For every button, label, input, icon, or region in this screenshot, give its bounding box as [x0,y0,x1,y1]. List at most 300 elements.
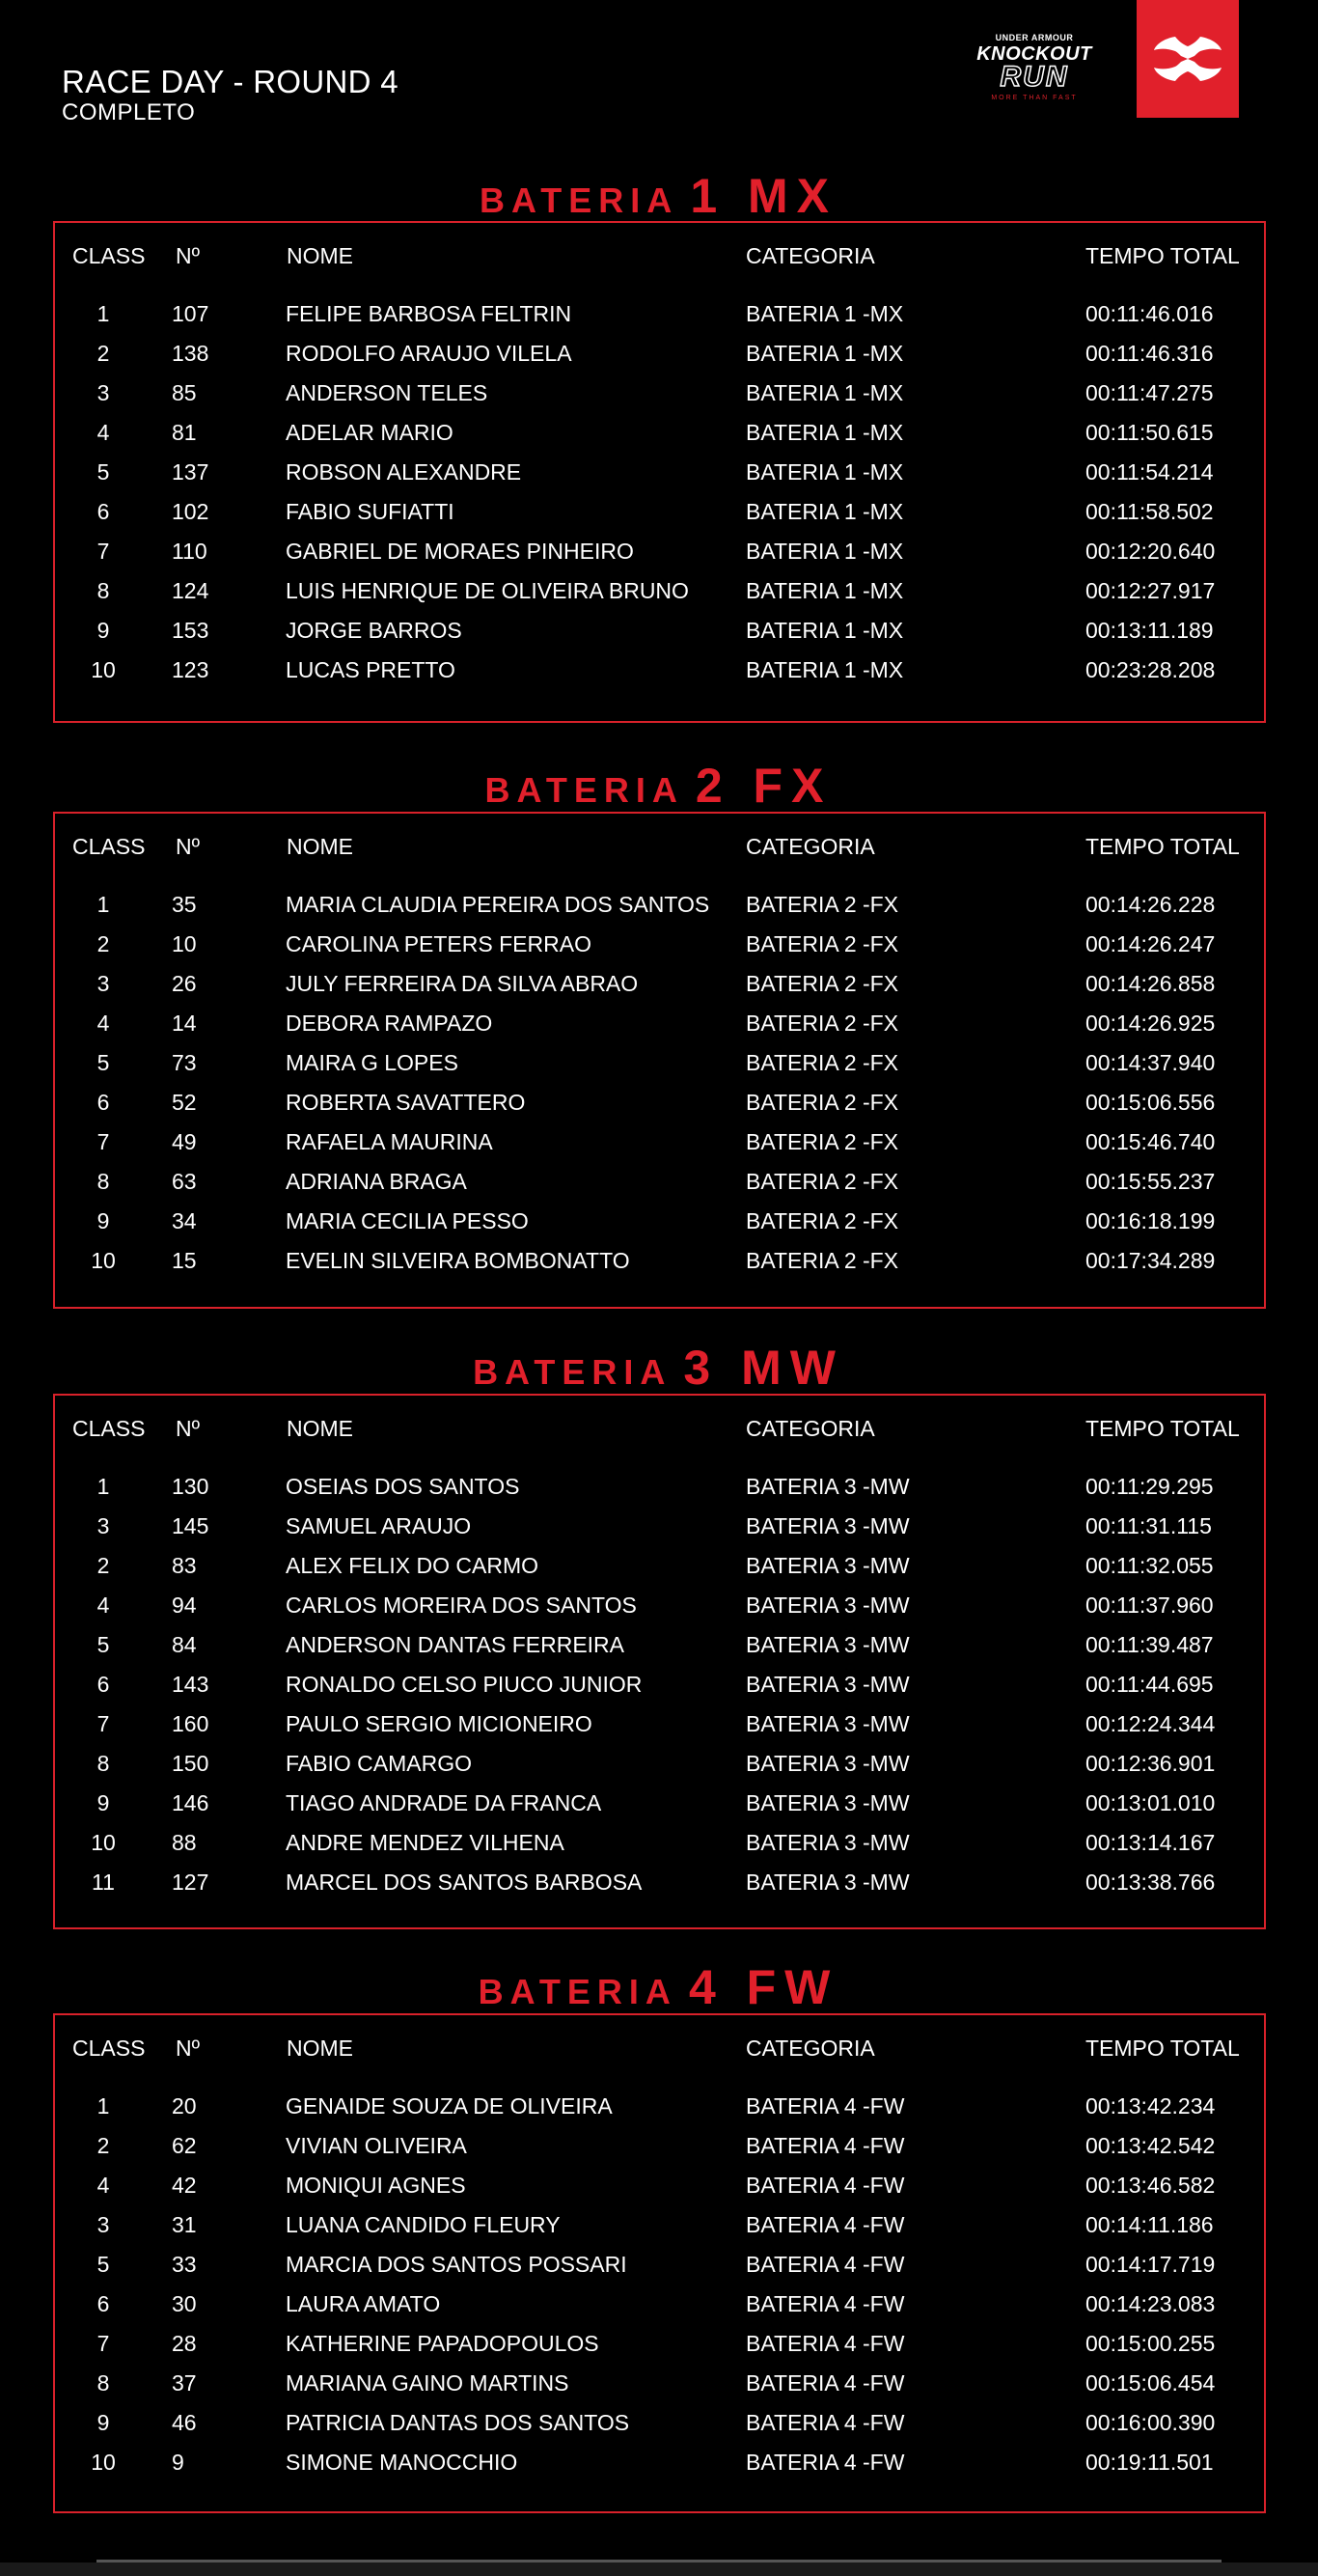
col-category-header: CATEGORIA [746,2036,875,2061]
run-word: RUN [1000,61,1069,93]
section-bateria-4 [53,1959,1264,2515]
table-row [55,453,1264,491]
cell-num: 30 [172,2291,197,2316]
cell-num: 85 [172,380,197,405]
cell-class: 9 [96,1790,110,1815]
cell-num: 138 [172,341,209,366]
table-row [55,2443,1264,2481]
cell-class: 7 [96,1711,110,1736]
table-row [55,1162,1264,1201]
cell-name: MARIA CLAUDIA PEREIRA DOS SANTOS [286,892,710,917]
table-row [55,1784,1264,1822]
cell-category: BATERIA 2 -FX [746,1011,899,1036]
table-row [55,1863,1264,1901]
cell-time: 00:14:26.247 [1085,931,1216,956]
cell-name: LUANA CANDIDO FLEURY [286,2212,561,2237]
cell-category: BATERIA 4 -FW [746,2410,905,2435]
cell-time: 00:14:26.858 [1085,971,1216,996]
table-header [55,236,1264,275]
cell-class: 5 [96,1632,110,1657]
cell-name: ADELAR MARIO [286,420,453,445]
cell-name: CAROLINA PETERS FERRAO [286,931,591,956]
table-row [55,1043,1264,1082]
section-title-code: 4 FW [688,1960,839,2014]
cell-num: 10 [172,931,197,956]
cell-num: 34 [172,1208,197,1233]
cell-name: MARIANA GAINO MARTINS [286,2370,569,2396]
cell-category: BATERIA 3 -MW [746,1751,910,1776]
cell-name: MARCIA DOS SANTOS POSSARI [286,2252,627,2277]
cell-category: BATERIA 2 -FX [746,1248,899,1273]
table-row [55,1546,1264,1585]
cell-name: RAFAELA MAURINA [286,1129,493,1154]
cell-class: 7 [96,1129,110,1154]
cell-name: RODOLFO ARAUJO VILELA [286,341,572,366]
table-row [55,334,1264,373]
col-name-header: NOME [287,1416,353,1441]
cell-name: TIAGO ANDRADE DA FRANCA [286,1790,602,1815]
cell-class: 8 [96,578,110,603]
cell-category: BATERIA 4 -FW [746,2093,905,2119]
page-bottom-edge [0,2562,1318,2576]
cell-time: 00:12:24.344 [1085,1711,1216,1736]
cell-name: MARIA CECILIA PESSO [286,1208,529,1233]
table-row [55,413,1264,452]
cell-num: 110 [172,539,207,564]
cell-class: 10 [91,1248,116,1273]
col-category-header: CATEGORIA [746,243,875,268]
cell-class: 4 [96,1011,110,1036]
cell-category: BATERIA 3 -MW [746,1870,910,1895]
cell-time: 00:13:01.010 [1085,1790,1216,1815]
cell-category: BATERIA 2 -FX [746,1050,899,1075]
cell-num: 14 [172,1011,197,1036]
table-row [55,885,1264,924]
cell-class: 11 [92,1870,115,1895]
section-bateria-1 [53,168,1264,724]
cell-num: 146 [172,1790,209,1815]
cell-time: 00:23:28.208 [1085,657,1216,682]
cell-time: 00:19:11.501 [1085,2450,1214,2475]
table-row [55,294,1264,333]
results-table [53,2013,1266,2513]
col-num-header: Nº [176,2036,201,2061]
cell-num: 150 [172,1751,209,1776]
cell-time: 00:11:50.615 [1085,420,1214,445]
cell-category: BATERIA 3 -MW [746,1830,910,1855]
cell-class: 3 [96,1513,110,1538]
cell-class: 4 [96,420,110,445]
cell-time: 00:13:42.234 [1085,2093,1216,2119]
cell-time: 00:14:26.925 [1085,1011,1216,1036]
cell-class: 3 [96,2212,110,2237]
cell-category: BATERIA 3 -MW [746,1632,910,1657]
cell-category: BATERIA 1 -MX [746,420,904,445]
cell-name: LUIS HENRIQUE DE OLIVEIRA BRUNO [286,578,689,603]
cell-name: MARCEL DOS SANTOS BARBOSA [286,1870,643,1895]
cell-name: ROBERTA SAVATTERO [286,1090,526,1115]
section-title-code: 2 FX [695,759,833,813]
section-title [53,168,1264,224]
section-title [53,758,1264,814]
results-table [53,1394,1266,1929]
cell-time: 00:11:39.487 [1085,1632,1214,1657]
section-title-word: BATERIA [479,180,679,220]
table-row [55,2403,1264,2442]
cell-name: OSEIAS DOS SANTOS [286,1474,520,1499]
cell-time: 00:11:44.695 [1085,1672,1214,1697]
cell-num: 28 [172,2331,197,2356]
cell-category: BATERIA 2 -FX [746,1208,899,1233]
bottom-strip [96,2560,1222,2562]
cell-name: ANDERSON TELES [286,380,488,405]
cell-class: 9 [96,618,110,643]
cell-category: BATERIA 1 -MX [746,578,904,603]
cell-time: 00:13:11.189 [1085,618,1214,643]
page-subtitle: COMPLETO [62,99,196,125]
cell-category: BATERIA 4 -FW [746,2173,905,2198]
table-row [55,611,1264,650]
cell-num: 130 [172,1474,209,1499]
results-table [53,812,1266,1309]
cell-num: 46 [172,2410,197,2435]
cell-time: 00:13:14.167 [1085,1830,1216,1855]
table-row [55,1744,1264,1783]
cell-num: 84 [172,1632,197,1657]
cell-num: 83 [172,1553,197,1578]
col-num-header: Nº [176,834,201,859]
cell-class: 9 [96,1208,110,1233]
cell-name: PAULO SERGIO MICIONEIRO [286,1711,592,1736]
cell-num: 52 [172,1090,197,1115]
cell-class: 10 [91,2450,116,2475]
cell-name: FELIPE BARBOSA FELTRIN [286,301,572,326]
table-row [55,2126,1264,2165]
table-row [55,651,1264,689]
table-header [55,1409,1264,1448]
cell-category: BATERIA 2 -FX [746,931,899,956]
cell-time: 00:11:31.115 [1085,1513,1212,1538]
cell-category: BATERIA 3 -MW [746,1711,910,1736]
cell-time: 00:11:32.055 [1085,1553,1214,1578]
cell-time: 00:14:23.083 [1085,2291,1216,2316]
cell-name: MONIQUI AGNES [286,2173,466,2198]
cell-num: 81 [172,420,197,445]
cell-name: SAMUEL ARAUJO [286,1513,472,1538]
cell-class: 10 [91,657,116,682]
cell-time: 00:14:37.940 [1085,1050,1216,1075]
cell-category: BATERIA 1 -MX [746,657,904,682]
col-num-header: Nº [176,1416,201,1441]
cell-time: 00:13:46.582 [1085,2173,1216,2198]
section-title-code: 3 MW [683,1341,844,1395]
cell-name: DEBORA RAMPAZO [286,1011,493,1036]
cell-class: 2 [96,341,110,366]
table-row [55,532,1264,570]
cell-class: 8 [96,2370,110,2396]
cell-num: 62 [172,2133,197,2158]
cell-name: ALEX FELIX DO CARMO [286,1553,539,1578]
cell-class: 3 [96,971,110,996]
cell-num: 20 [172,2093,197,2119]
cell-num: 160 [172,1711,209,1736]
cell-num: 107 [172,301,209,326]
cell-num: 153 [172,618,209,643]
section-title [53,1340,1264,1396]
cell-time: 00:12:27.917 [1085,578,1216,603]
cell-category: BATERIA 4 -FW [746,2291,905,2316]
cell-num: 124 [172,578,209,603]
col-num-header: Nº [176,243,201,268]
cell-class: 4 [96,2173,110,2198]
table-row [55,1202,1264,1240]
cell-class: 6 [96,499,110,524]
cell-time: 00:12:36.901 [1085,1751,1216,1776]
cell-category: BATERIA 4 -FW [746,2370,905,2396]
cell-num: 88 [172,1830,197,1855]
cell-time: 00:11:46.316 [1085,341,1214,366]
under-armour-icon [1154,37,1222,81]
cell-time: 00:15:46.740 [1085,1129,1216,1154]
cell-time: 00:15:55.237 [1085,1169,1216,1194]
cell-category: BATERIA 3 -MW [746,1474,910,1499]
results-table [53,221,1266,723]
col-time-header: TEMPO TOTAL [1085,2036,1240,2061]
cell-num: 26 [172,971,197,996]
section-title-code: 1 MX [690,169,838,223]
cell-time: 00:13:42.542 [1085,2133,1216,2158]
cell-name: LAURA AMATO [286,2291,441,2316]
knockout-brand-line: UNDER ARMOUR [995,33,1074,42]
cell-name: EVELIN SILVEIRA BOMBONATTO [286,1248,630,1273]
table-row [55,2364,1264,2402]
cell-category: BATERIA 3 -MW [746,1553,910,1578]
cell-name: JORGE BARROS [286,618,462,643]
cell-category: BATERIA 4 -FW [746,2252,905,2277]
cell-class: 3 [96,380,110,405]
section-title-word: BATERIA [473,1352,673,1392]
page-title: RACE DAY - ROUND 4 [62,64,398,99]
cell-num: 143 [172,1672,209,1697]
cell-class: 7 [96,539,110,564]
cell-num: 37 [172,2370,197,2396]
cell-category: BATERIA 1 -MX [746,499,904,524]
table-row [55,964,1264,1003]
cell-category: BATERIA 2 -FX [746,1090,899,1115]
table-row [55,925,1264,963]
cell-name: VIVIAN OLIVEIRA [286,2133,467,2158]
cell-time: 00:16:00.390 [1085,2410,1216,2435]
cell-category: BATERIA 1 -MX [746,459,904,485]
cell-category: BATERIA 3 -MW [746,1672,910,1697]
cell-time: 00:13:38.766 [1085,1870,1216,1895]
cell-class: 8 [96,1169,110,1194]
cell-name: SIMONE MANOCCHIO [286,2450,518,2475]
col-time-header: TEMPO TOTAL [1085,1416,1240,1441]
table-header [55,2029,1264,2067]
table-header [55,827,1264,866]
table-row [55,1625,1264,1664]
cell-num: 94 [172,1593,197,1618]
cell-time: 00:11:54.214 [1085,459,1214,485]
cell-class: 5 [96,1050,110,1075]
cell-num: 137 [172,459,209,485]
col-name-header: NOME [287,834,353,859]
cell-category: BATERIA 4 -FW [746,2133,905,2158]
cell-name: MAIRA G LOPES [286,1050,458,1075]
table-row [55,1823,1264,1862]
cell-class: 10 [91,1830,116,1855]
col-category-header: CATEGORIA [746,1416,875,1441]
cell-category: BATERIA 2 -FX [746,1169,899,1194]
table-row [55,1704,1264,1743]
under-armour-logo [1137,0,1239,118]
cell-category: BATERIA 1 -MX [746,539,904,564]
table-row [55,2205,1264,2244]
table-row [55,2166,1264,2204]
cell-num: 102 [172,499,209,524]
cell-category: BATERIA 2 -FX [746,1129,899,1154]
col-category-header: CATEGORIA [746,834,875,859]
cell-name: KATHERINE PAPADOPOULOS [286,2331,599,2356]
cell-category: BATERIA 3 -MW [746,1593,910,1618]
cell-class: 8 [96,1751,110,1776]
col-class-header: CLASS [72,834,146,859]
cell-class: 6 [96,1672,110,1697]
cell-time: 00:17:34.289 [1085,1248,1216,1273]
cell-name: GENAIDE SOUZA DE OLIVEIRA [286,2093,613,2119]
cell-time: 00:11:37.960 [1085,1593,1214,1618]
section-title-word: BATERIA [478,1972,677,2011]
cell-category: BATERIA 4 -FW [746,2212,905,2237]
cell-num: 15 [172,1248,197,1273]
section-title-word: BATERIA [484,770,684,810]
cell-name: PATRICIA DANTAS DOS SANTOS [286,2410,630,2435]
section-title [53,1959,1264,2015]
cell-class: 5 [96,459,110,485]
col-class-header: CLASS [72,243,146,268]
cell-class: 1 [96,1474,110,1499]
cell-num: 49 [172,1129,197,1154]
table-row [55,1083,1264,1122]
col-time-header: TEMPO TOTAL [1085,243,1240,268]
table-row [55,1004,1264,1042]
cell-category: BATERIA 4 -FW [746,2331,905,2356]
table-row [55,571,1264,610]
cell-class: 1 [96,892,110,917]
cell-category: BATERIA 3 -MW [746,1790,910,1815]
cell-time: 00:15:06.454 [1085,2370,1216,2396]
cell-num: 123 [172,657,209,682]
cell-class: 2 [96,2133,110,2158]
table-row [55,1586,1264,1624]
cell-time: 00:14:11.186 [1085,2212,1214,2237]
cell-category: BATERIA 2 -FX [746,892,899,917]
col-class-header: CLASS [72,2036,146,2061]
cell-time: 00:15:00.255 [1085,2331,1216,2356]
cell-time: 00:11:47.275 [1085,380,1214,405]
cell-name: JULY FERREIRA DA SILVA ABRAO [286,971,639,996]
cell-num: 127 [172,1870,209,1895]
cell-time: 00:15:06.556 [1085,1090,1216,1115]
cell-name: ROBSON ALEXANDRE [286,459,522,485]
cell-class: 2 [96,931,110,956]
cell-num: 31 [172,2212,197,2237]
cell-name: LUCAS PRETTO [286,657,455,682]
cell-num: 63 [172,1169,197,1194]
cell-num: 145 [172,1513,209,1538]
table-row [55,2087,1264,2125]
cell-category: BATERIA 1 -MX [746,618,904,643]
cell-category: BATERIA 2 -FX [746,971,899,996]
table-row [55,1665,1264,1703]
cell-num: 73 [172,1050,197,1075]
cell-name: ADRIANA BRAGA [286,1169,467,1194]
cell-class: 2 [96,1553,110,1578]
table-row [55,492,1264,531]
knockout-tagline: MORE THAN FAST [991,95,1078,101]
table-row [55,2245,1264,2284]
cell-time: 00:11:46.016 [1085,301,1214,326]
cell-category: BATERIA 1 -MX [746,380,904,405]
table-row [55,1241,1264,1280]
col-class-header: CLASS [72,1416,146,1441]
cell-time: 00:12:20.640 [1085,539,1216,564]
cell-class: 7 [96,2331,110,2356]
cell-name: FABIO CAMARGO [286,1751,472,1776]
cell-name: CARLOS MOREIRA DOS SANTOS [286,1593,637,1618]
cell-name: RONALDO CELSO PIUCO JUNIOR [286,1672,643,1697]
table-row [55,374,1264,412]
table-row [55,1507,1264,1545]
cell-class: 9 [96,2410,110,2435]
cell-time: 00:14:26.228 [1085,892,1216,917]
cell-num: 33 [172,2252,197,2277]
cell-category: BATERIA 3 -MW [746,1513,910,1538]
cell-name: FABIO SUFIATTI [286,499,454,524]
section-bateria-2 [53,758,1264,1314]
knockout-word: KNOCKOUT [976,43,1092,65]
table-row [55,1467,1264,1506]
table-row [55,1122,1264,1161]
cell-class: 6 [96,1090,110,1115]
cell-class: 1 [96,2093,110,2119]
cell-category: BATERIA 1 -MX [746,341,904,366]
cell-time: 00:14:17.719 [1085,2252,1216,2277]
cell-name: ANDERSON DANTAS FERREIRA [286,1632,625,1657]
col-time-header: TEMPO TOTAL [1085,834,1240,859]
cell-time: 00:11:58.502 [1085,499,1214,524]
col-name-header: NOME [287,2036,353,2061]
cell-num: 35 [172,892,197,917]
cell-class: 4 [96,1593,110,1618]
cell-category: BATERIA 1 -MX [746,301,904,326]
section-bateria-3 [53,1340,1264,1930]
cell-time: 00:16:18.199 [1085,1208,1216,1233]
table-row [55,2324,1264,2363]
cell-category: BATERIA 4 -FW [746,2450,905,2475]
cell-class: 6 [96,2291,110,2316]
cell-time: 00:11:29.295 [1085,1474,1214,1499]
cell-name: GABRIEL DE MORAES PINHEIRO [286,539,634,564]
cell-num: 9 [172,2450,184,2475]
cell-num: 42 [172,2173,197,2198]
cell-class: 5 [96,2252,110,2277]
knockout-run-logo [957,33,1112,110]
cell-name: ANDRE MENDEZ VILHENA [286,1830,564,1855]
cell-class: 1 [96,301,110,326]
col-name-header: NOME [287,243,353,268]
